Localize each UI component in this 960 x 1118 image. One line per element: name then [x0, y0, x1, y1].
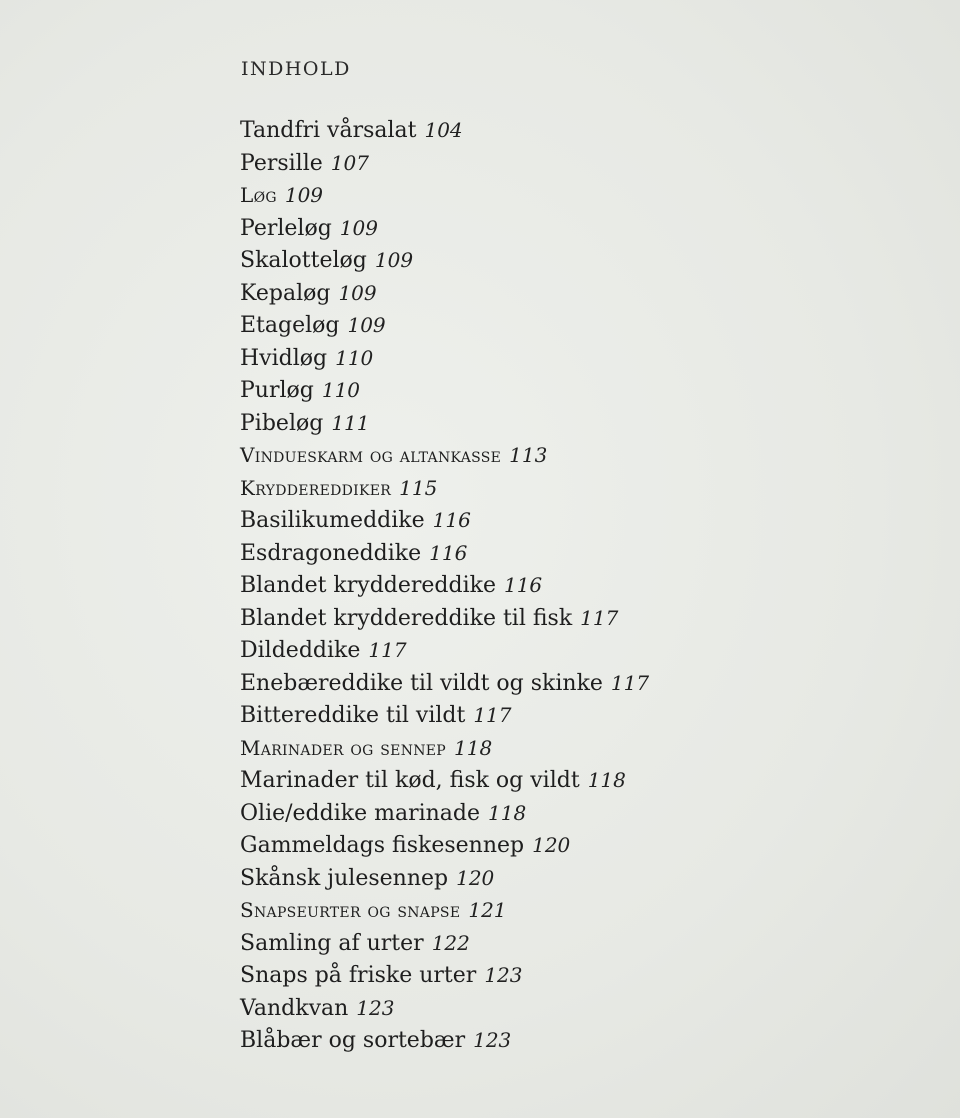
toc-entry-title: Samling af urter: [240, 930, 424, 956]
toc-entry-title: Dildeddike: [240, 638, 361, 663]
toc-entry: [240, 439, 649, 472]
toc-entry-page-number: 115: [399, 475, 438, 500]
toc-entry-page-number: 118: [587, 768, 626, 792]
toc-entry-page-number: 117: [580, 605, 619, 630]
toc-entry-page-number: 123: [473, 1028, 512, 1052]
toc-entry-title: Esdragoneddike: [240, 540, 422, 566]
toc-entry: [240, 959, 649, 992]
toc-entry: [240, 147, 649, 180]
toc-entry-page-number: 109: [338, 280, 377, 305]
toc-entry: [240, 472, 649, 505]
toc-entry-page-number: 109: [347, 313, 386, 337]
toc-entry-page-number: 123: [356, 995, 395, 1020]
toc-entry: [240, 569, 649, 602]
toc-entry-title: Olie/eddike marinade: [240, 800, 481, 826]
toc-entry: [240, 829, 649, 862]
toc-entry-title: Marinader og sennep: [240, 735, 447, 760]
toc-entry-page-number: 109: [339, 215, 378, 240]
toc-entry-page-number: 113: [509, 443, 548, 467]
toc-entry: [240, 309, 649, 342]
toc-entry-title: Blåbær og sortebær: [240, 1028, 466, 1053]
toc-entry: [240, 927, 649, 960]
toc-entry-title: Hvidløg: [240, 345, 328, 371]
toc-entry: [240, 277, 649, 310]
toc-entry-page-number: 116: [503, 573, 543, 597]
page-heading: INDHOLD: [241, 58, 351, 80]
toc-entry: [240, 992, 649, 1025]
toc-entry-title: Tandfri vårsalat: [240, 118, 417, 143]
toc-entry-title: Purløg: [240, 378, 314, 403]
toc-entry-page-number: 110: [335, 345, 374, 370]
toc-entry-page-number: 110: [321, 378, 361, 402]
toc-entry-title: Marinader til kød, fisk og vildt: [240, 768, 580, 793]
toc-entry-title: Blandet kryddereddike: [240, 573, 496, 598]
toc-entry-title: Persille: [240, 150, 323, 176]
toc-entry: [240, 374, 649, 407]
toc-entry-page-number: 111: [331, 410, 370, 435]
toc-entry-title: Perleløg: [240, 215, 332, 241]
toc-entry-title: Gammeldags fiskesennep: [240, 833, 525, 858]
toc-entry-title: Basilikumeddike: [240, 508, 425, 533]
toc-entry: [240, 407, 649, 440]
table-of-contents: [240, 114, 649, 1057]
toc-entry-title: Kryddereddiker: [240, 475, 392, 500]
toc-entry-title: Blandet kryddereddike til fisk: [240, 605, 573, 631]
toc-entry-page-number: 107: [330, 150, 369, 175]
toc-entry-title: Vandkvan: [240, 995, 349, 1021]
toc-entry-page-number: 117: [473, 703, 512, 727]
toc-entry-page-number: 117: [610, 670, 650, 695]
toc-entry-page-number: 120: [532, 833, 571, 857]
toc-entry: [240, 504, 649, 537]
toc-entry-page-number: 104: [424, 118, 463, 142]
toc-entry: [240, 537, 649, 570]
toc-entry-page-number: 122: [431, 930, 470, 955]
toc-entry-title: Bittereddike til vildt: [240, 703, 466, 728]
toc-entry: [240, 667, 649, 700]
toc-entry-title: Enebæreddike til vildt og skinke: [240, 670, 603, 696]
toc-entry-title: Snaps på friske urter: [240, 963, 477, 988]
toc-entry-title: Skalotteløg: [240, 248, 367, 273]
toc-entry-page-number: 117: [368, 638, 407, 662]
toc-entry-page-number: 109: [284, 183, 324, 207]
toc-entry-title: Snapseurter og snapse: [240, 898, 461, 922]
toc-entry: [240, 1024, 649, 1057]
toc-entry: [240, 699, 649, 732]
toc-entry-title: Vindueskarm og altankasse: [240, 443, 502, 467]
toc-entry: [240, 634, 649, 667]
toc-entry: [240, 862, 649, 895]
toc-entry: [240, 342, 649, 375]
toc-entry-page-number: 123: [484, 963, 523, 987]
toc-entry-page-number: 121: [468, 898, 507, 922]
toc-entry-page-number: 116: [429, 540, 468, 565]
toc-entry: [240, 114, 649, 147]
toc-entry: [240, 797, 649, 830]
toc-entry: [240, 602, 649, 635]
toc-entry: [240, 179, 649, 212]
toc-entry: [240, 244, 649, 277]
toc-entry-page-number: 109: [374, 248, 414, 272]
toc-entry: [240, 764, 649, 797]
toc-entry-title: Pibeløg: [240, 410, 324, 436]
toc-entry-title: Etageløg: [240, 313, 340, 338]
toc-entry-page-number: 118: [488, 800, 527, 825]
toc-entry: [240, 894, 649, 927]
toc-entry: [240, 732, 649, 765]
toc-entry-title: Løg: [240, 183, 277, 207]
toc-entry: [240, 212, 649, 245]
toc-entry-title: Kepaløg: [240, 280, 331, 306]
toc-entry-page-number: 116: [432, 508, 471, 532]
toc-entry-page-number: 120: [456, 865, 495, 890]
toc-entry-page-number: 118: [454, 735, 493, 760]
toc-entry-title: Skånsk julesennep: [240, 865, 449, 891]
